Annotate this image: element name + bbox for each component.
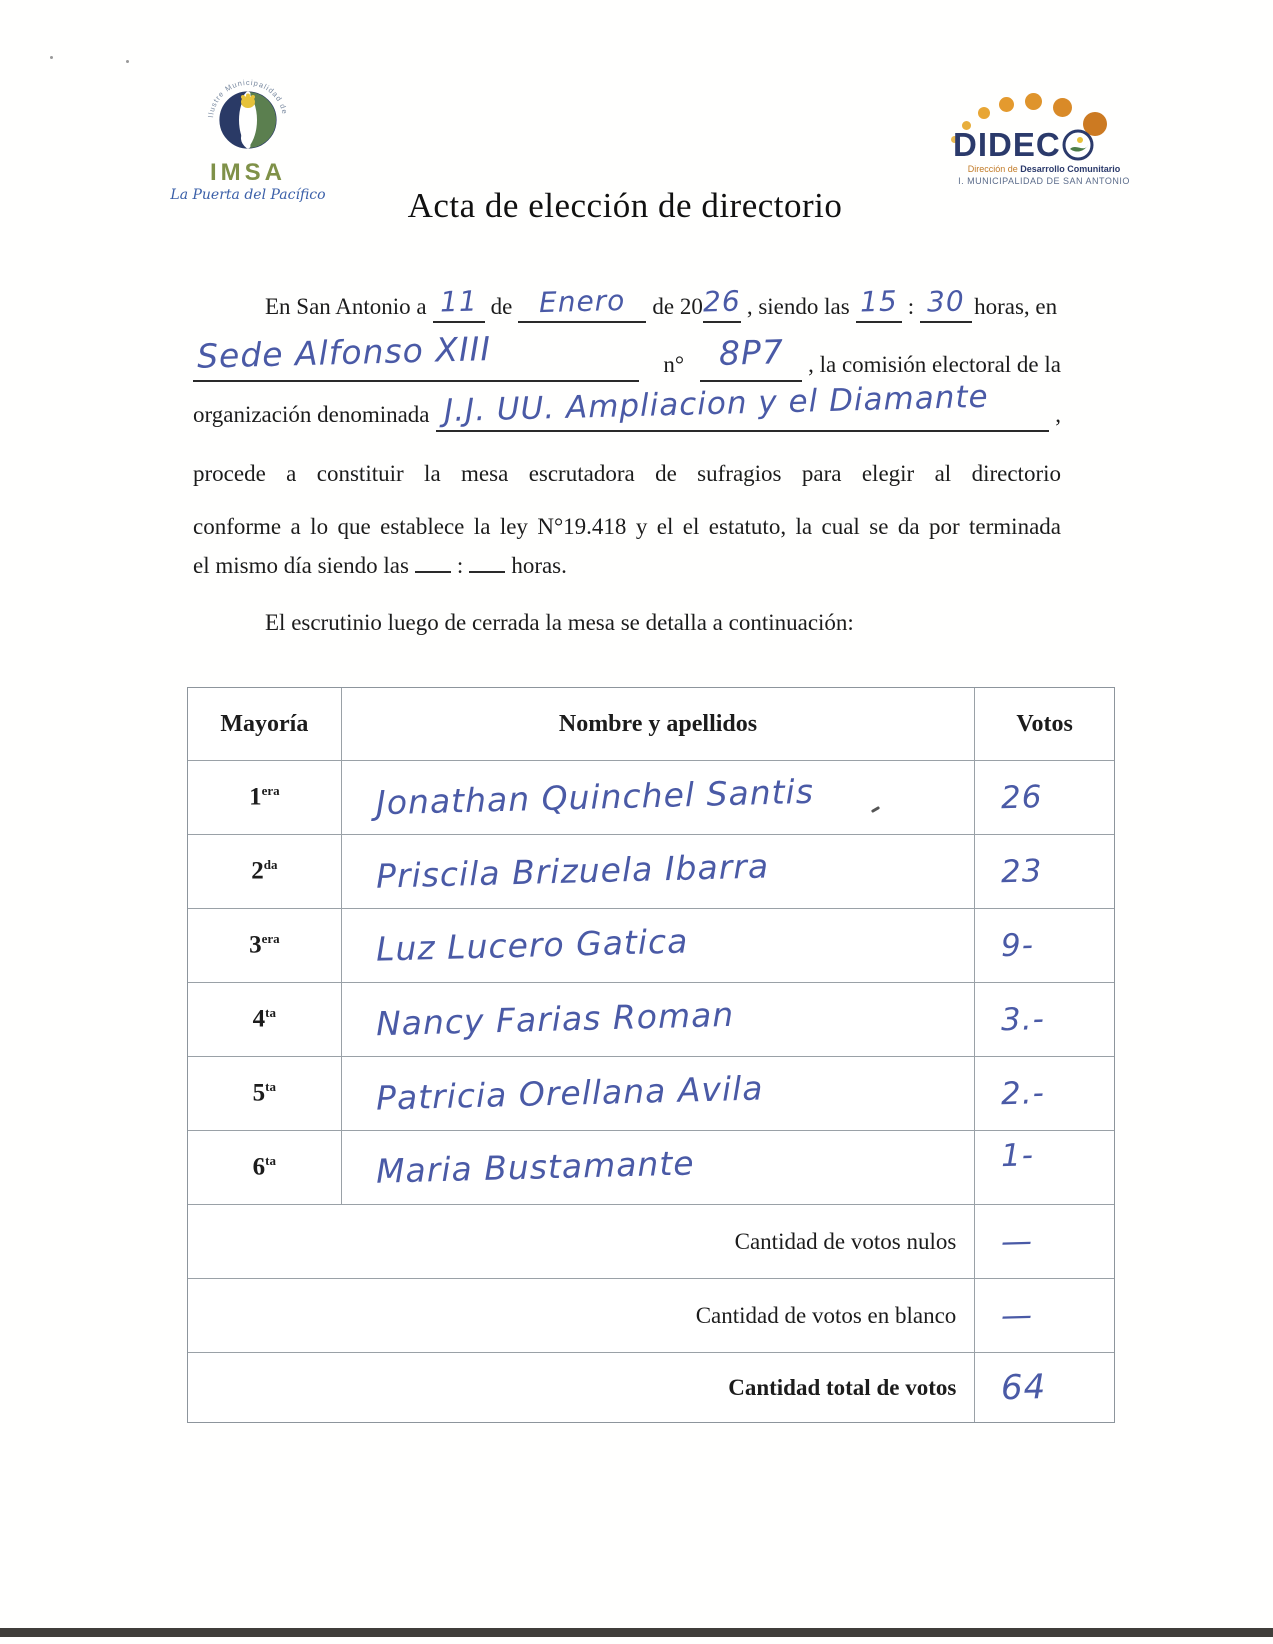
handwritten-candidate-name: Luz Lucero Gatica [375, 921, 689, 969]
header-mayoria: Mayoría [220, 710, 309, 737]
dideco-wordmark: DIDEC [953, 126, 1094, 164]
summary-row-total [188, 1352, 1114, 1422]
handwritten-null-votes: — [1000, 1222, 1034, 1260]
ordinal-label: $3^{era}$ [249, 931, 280, 959]
month-blank [518, 283, 646, 323]
year-blank [702, 284, 742, 323]
ordinal-label: $6^{ta}$ [252, 1153, 276, 1181]
svg-text:Ilustre Municipalidad de San A: Ilustre Municipalidad de [206, 77, 290, 119]
day-blank [433, 284, 485, 323]
intro-line-3: organización denominada J.J. UU. Ampliacion y el Diamante , [193, 394, 1061, 447]
intro-line-6: el mismo día siendo las : horas. [193, 553, 567, 578]
imsa-emblem-icon [200, 72, 296, 156]
handwritten-organization: J.J. UU. Ampliacion y el Diamante [443, 378, 989, 430]
dideco-subtitle2: I. MUNICIPALIDAD DE SAN ANTONIO [958, 176, 1130, 186]
ordinal-label: $5^{ta}$ [252, 1079, 276, 1107]
table-row [188, 1056, 1114, 1130]
summary-row-nulos [188, 1204, 1114, 1278]
handwritten-total-votes: 64 [1000, 1366, 1048, 1408]
handwritten-year: 26 [702, 284, 742, 319]
summary-label: Cantidad de votos en blanco [695, 1302, 957, 1328]
scan-speck [50, 56, 53, 59]
summary-row-blanco [188, 1278, 1114, 1352]
handwritten-vote-count: 3.- [1000, 1000, 1046, 1038]
dideco-subtitle1: Dirección de Desarrollo Comunitario [967, 164, 1121, 174]
scan-edge-shadow [0, 1628, 1273, 1637]
imsa-acronym: IMSA [210, 159, 286, 186]
handwritten-vote-count: 26 [1000, 778, 1044, 816]
ordinal-label: $4^{ta}$ [252, 1005, 276, 1033]
end-minute-blank [469, 571, 505, 573]
header-votos: Votos [974, 688, 1114, 760]
handwritten-candidate-name: Priscila Brizuela Ibarra [375, 846, 770, 896]
ordinal-label: $1^{era}$ [249, 783, 280, 811]
handwritten-candidate-name: Maria Bustamante [375, 1143, 695, 1191]
handwritten-vote-count: 1- [1000, 1136, 1035, 1174]
handwritten-vote-count: 9- [1000, 926, 1035, 964]
handwritten-minute: 30 [926, 284, 966, 319]
end-hour-blank [415, 571, 451, 573]
minute-blank [920, 284, 972, 323]
intro-paragraph [193, 283, 1061, 663]
table-row [188, 982, 1114, 1056]
summary-label: Cantidad de votos nulos [734, 1228, 957, 1254]
summary-label: Cantidad total de votos [728, 1374, 957, 1400]
dideco-globe-icon [1062, 129, 1094, 161]
page-title: Acta de elección de directorio [407, 186, 843, 225]
hour-blank [856, 284, 902, 323]
imsa-tagline: La Puerta del Pacífico [170, 187, 326, 203]
scan-speck [126, 60, 129, 63]
table-row [188, 834, 1114, 908]
handwritten-day: 11 [439, 284, 478, 319]
handwritten-vote-count: 23 [1000, 852, 1044, 890]
handwritten-venue: Sede Alfonso XIII [196, 329, 492, 376]
results-table [187, 687, 1115, 1423]
table-header-row [188, 688, 1114, 760]
handwritten-candidate-name: Nancy Farias Roman [375, 994, 735, 1044]
handwritten-venue-number: 8P7 [718, 332, 785, 373]
header-nombre: Nombre y apellidos [341, 688, 975, 760]
handwritten-hour: 15 [859, 284, 898, 319]
venue-number-blank [700, 332, 802, 382]
table-row [188, 1130, 1114, 1204]
intro-line-2: Sede Alfonso XIII n° 8P7 , la comisión electoral de la [193, 341, 1061, 394]
dideco-logo [935, 88, 1145, 188]
table-row [188, 760, 1114, 834]
handwritten-month: Enero [538, 283, 626, 320]
handwritten-vote-count: 2.- [1000, 1074, 1046, 1112]
ordinal-label: $2^{da}$ [251, 857, 278, 885]
handwritten-blank-votes: — [1000, 1296, 1034, 1334]
intro-line-4: procede a constituir la mesa escrutadora de sufragios para elegir al directorio [193, 461, 1061, 486]
intro-line-1: En San Antonio a 11 de Enero de 20 26 , siendo las 15 : 30 horas, en [193, 288, 1061, 341]
imsa-logo [168, 72, 328, 203]
handwritten-candidate-name: Jonathan Quinchel Santis [375, 771, 815, 823]
intro-line-7: El escrutinio luego de cerrada la mesa se detalla a continuación: [265, 610, 854, 635]
handwritten-candidate-name: Patricia Orellana Avila [375, 1068, 764, 1118]
table-row [188, 908, 1114, 982]
intro-line-5: conforme a lo que establece la ley N°19.418 y el el estatuto, la cual se da por terminada [193, 514, 1061, 539]
